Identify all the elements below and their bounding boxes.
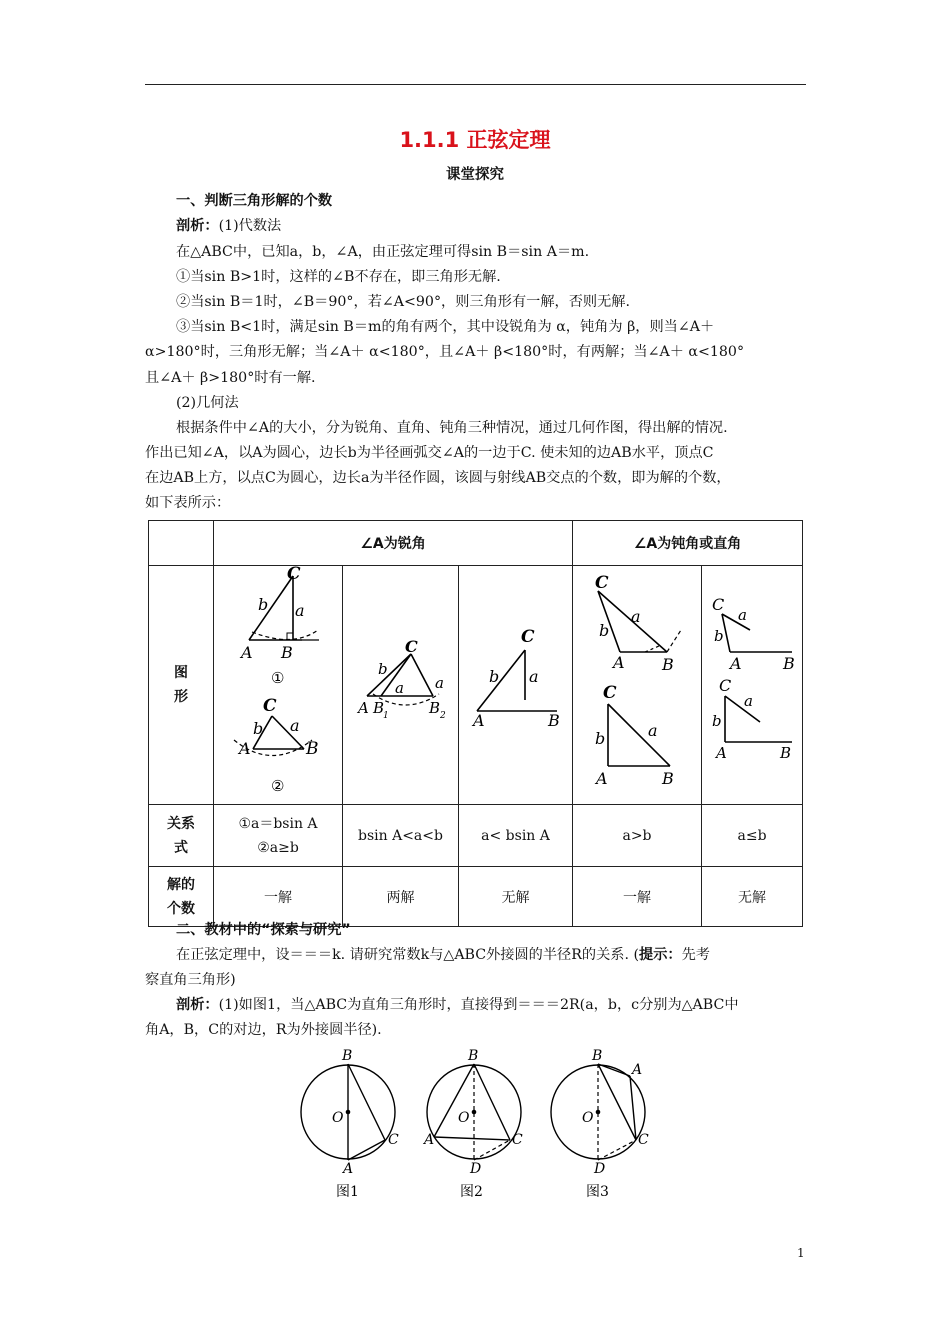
header-rule bbox=[145, 84, 806, 85]
section1-heading: 一、判断三角形解的个数 bbox=[176, 193, 333, 209]
svg-text:a: a bbox=[290, 716, 300, 735]
svg-text:b: b bbox=[258, 595, 269, 614]
method1-line bbox=[176, 214, 841, 239]
section2-para1-line2: 察直角三角形) bbox=[145, 972, 236, 988]
header-blank-cell bbox=[149, 521, 214, 566]
figure-1 bbox=[301, 1048, 399, 1200]
figure-label-1: ① bbox=[271, 669, 285, 687]
figure-3 bbox=[551, 1048, 649, 1200]
svg-text:B: B bbox=[780, 744, 792, 762]
case-3-line2: α>180°时，三角形无解；当∠A＋ α<180°，且∠A＋ β<180°时，有两解；当∠A＋ α<180° bbox=[145, 344, 745, 360]
svg-text:C: C bbox=[603, 683, 617, 703]
svg-text:A: A bbox=[358, 699, 369, 717]
triangle-figure-two-solutions bbox=[343, 566, 459, 800]
solutions-table bbox=[148, 520, 803, 927]
relation-one-solution: ①a＝bsin A ②a≥b bbox=[214, 805, 343, 867]
svg-text:a: a bbox=[648, 721, 658, 740]
svg-text:a: a bbox=[529, 667, 539, 686]
header-acute: ∠A为锐角 bbox=[214, 521, 573, 566]
svg-text:B: B bbox=[548, 711, 560, 730]
solution-count-2: 两解 bbox=[343, 867, 459, 927]
svg-text:B: B bbox=[468, 1048, 479, 1064]
section2-heading: 二、教材中的“探索与研究” bbox=[176, 922, 351, 938]
header-obtuse: ∠A为钝角或直角 bbox=[573, 521, 803, 566]
svg-text:A: A bbox=[424, 1132, 435, 1148]
svg-text:a: a bbox=[738, 606, 747, 624]
circumcircle-figures bbox=[290, 1040, 660, 1210]
svg-text:2: 2 bbox=[440, 711, 446, 721]
svg-text:A: A bbox=[730, 654, 742, 673]
section2-para1-line1: 在正弦定理中，设＝＝＝k. 请研究常数k与△ABC外接圆的半径R的关系. (提示：先考 bbox=[176, 947, 710, 963]
section2-para2-line1: 剖析：(1)如图1，当△ABC为直角三角形时，直接得到＝＝＝2R(a，b，c分别为△ABC中 bbox=[176, 997, 739, 1013]
case-3-line1: ③当sin B<1时，满足sin B＝m的角有两个，其中设锐角为 α，钝角为 β，则当∠A＋ bbox=[176, 319, 715, 335]
table-figure-row bbox=[149, 566, 803, 805]
analysis-label-2: 剖析： bbox=[176, 997, 219, 1013]
svg-text:C: C bbox=[287, 566, 301, 584]
svg-text:a: a bbox=[744, 692, 753, 710]
figure-acute-one-solution bbox=[214, 566, 343, 805]
svg-text:C: C bbox=[595, 573, 609, 593]
svg-text:B: B bbox=[342, 1048, 353, 1064]
triangle-figure-obtuse-none bbox=[702, 566, 803, 800]
svg-text:B: B bbox=[662, 655, 674, 674]
figure-obtuse-no-solution bbox=[702, 566, 803, 805]
geo-line4: 如下表所示： bbox=[145, 495, 231, 511]
method2-text: (2)几何法 bbox=[176, 395, 239, 411]
svg-text:C: C bbox=[512, 1132, 523, 1148]
geo-line1: 根据条件中∠A的大小，分为锐角、直角、钝角三种情况，通过几何作图，得出解的情况. bbox=[176, 420, 728, 436]
row-label-relation: 关系 式 bbox=[149, 805, 214, 867]
svg-text:D: D bbox=[594, 1161, 606, 1177]
svg-text:a: a bbox=[435, 674, 444, 692]
solution-count-1: 一解 bbox=[214, 867, 343, 927]
svg-text:O: O bbox=[332, 1110, 344, 1126]
svg-text:O: O bbox=[458, 1110, 470, 1126]
svg-text:B: B bbox=[662, 769, 674, 788]
solution-count-5: 无解 bbox=[702, 867, 803, 927]
table-header-row bbox=[149, 521, 803, 566]
case-3-line3: 且∠A＋ β>180°时有一解. bbox=[145, 370, 316, 386]
svg-text:A: A bbox=[343, 1161, 354, 1177]
table-relation-row bbox=[149, 805, 803, 867]
page-subtitle: 课堂探究 bbox=[446, 167, 504, 183]
triangle-figure-one-solution bbox=[214, 566, 343, 800]
svg-text:A: A bbox=[613, 653, 625, 672]
svg-text:C: C bbox=[263, 696, 277, 716]
page-title: 1.1.1 正弦定理 bbox=[399, 128, 551, 152]
svg-text:b: b bbox=[595, 729, 606, 748]
figure-acute-two-solutions bbox=[343, 566, 459, 805]
svg-text:b: b bbox=[253, 719, 264, 738]
svg-text:C: C bbox=[388, 1132, 399, 1148]
para-p1: 在△ABC中，已知a，b，∠A，由正弦定理可得sin B＝sin A＝m. bbox=[176, 244, 590, 260]
figure-obtuse-one-solution bbox=[573, 566, 702, 805]
case-2: ②当sin B＝1时，∠B＝90°，若∠A<90°，则三角形有一解，否则无解. bbox=[176, 294, 630, 310]
svg-text:A: A bbox=[239, 739, 251, 758]
svg-text:B: B bbox=[281, 643, 293, 662]
relation-obtuse-none: a≤b bbox=[702, 805, 803, 867]
svg-text:b: b bbox=[378, 660, 388, 678]
svg-text:B: B bbox=[429, 699, 441, 717]
analysis-label: 剖析： bbox=[176, 218, 219, 234]
svg-text:C: C bbox=[638, 1132, 649, 1148]
relation-no-solution: a< bsin A bbox=[459, 805, 573, 867]
svg-text:A: A bbox=[241, 643, 253, 662]
solution-count-3: 无解 bbox=[459, 867, 573, 927]
figure-label-2: ② bbox=[271, 777, 285, 795]
caption-fig3: 图3 bbox=[586, 1184, 609, 1200]
section2-para2-line2: 角A，B，C的对边，R为外接圆半径). bbox=[145, 1022, 382, 1038]
svg-text:A: A bbox=[473, 711, 485, 730]
triangle-figure-obtuse-one bbox=[573, 566, 702, 800]
svg-text:1: 1 bbox=[383, 711, 389, 721]
svg-text:B: B bbox=[373, 699, 385, 717]
relation-two-solutions: bsin A<a<b bbox=[343, 805, 459, 867]
svg-text:C: C bbox=[712, 595, 725, 614]
method1-text: (1)代数法 bbox=[218, 218, 282, 234]
figure-acute-no-solution bbox=[459, 566, 573, 805]
svg-text:A: A bbox=[596, 769, 608, 788]
svg-text:a: a bbox=[631, 607, 641, 626]
triangle-figure-no-solution bbox=[459, 566, 573, 800]
svg-text:a: a bbox=[395, 679, 404, 697]
svg-text:B: B bbox=[306, 739, 319, 759]
hint-label: 提示： bbox=[639, 947, 682, 963]
svg-text:C: C bbox=[719, 676, 732, 695]
figure-2 bbox=[422, 1048, 523, 1200]
svg-text:D: D bbox=[470, 1161, 482, 1177]
relation-obtuse-one: a>b bbox=[573, 805, 702, 867]
svg-text:C: C bbox=[405, 637, 418, 656]
geo-line3: 在边AB上方，以点C为圆心，边长a为半径作圆，该圆与射线AB交点的个数，即为解的个数， bbox=[145, 470, 731, 486]
svg-text:B: B bbox=[783, 654, 795, 673]
svg-text:b: b bbox=[712, 712, 722, 730]
caption-fig1: 图1 bbox=[336, 1184, 359, 1200]
case-1: ①当sin B>1时，这样的∠B不存在，即三角形无解. bbox=[176, 269, 501, 285]
page-number: 1 bbox=[797, 1246, 805, 1260]
svg-text:O: O bbox=[582, 1110, 594, 1126]
svg-text:C: C bbox=[521, 627, 535, 647]
row-label-figure: 图 形 bbox=[149, 566, 214, 805]
svg-text:A: A bbox=[716, 744, 727, 762]
svg-text:b: b bbox=[714, 627, 724, 645]
svg-text:b: b bbox=[489, 667, 500, 686]
solution-count-4: 一解 bbox=[573, 867, 702, 927]
svg-text:B: B bbox=[592, 1048, 603, 1064]
svg-text:a: a bbox=[295, 601, 305, 620]
svg-text:b: b bbox=[599, 621, 610, 640]
svg-text:A: A bbox=[632, 1062, 643, 1078]
caption-fig2: 图2 bbox=[460, 1184, 483, 1200]
row-label-solutions: 解的 个数 bbox=[149, 867, 214, 927]
geo-line2: 作出已知∠A，以A为圆心，边长b为半径画弧交∠A的一边于C. 使未知的边AB水平，顶点C bbox=[145, 445, 714, 461]
